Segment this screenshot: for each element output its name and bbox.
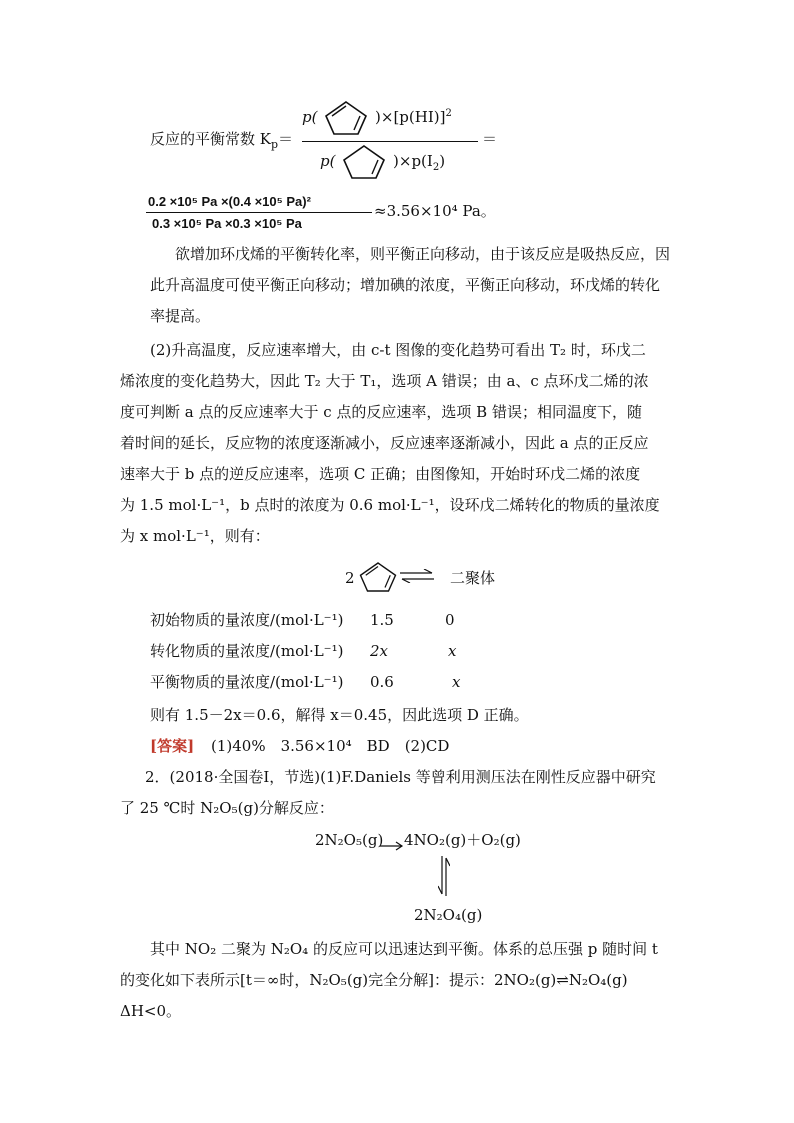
para3-line-1: 其中 NO₂ 二聚为 N₂O₄ 的反应可以迅速达到平衡。体系的总压强 p 随时间 t bbox=[150, 940, 658, 958]
para2-line-2: 烯浓度的变化趋势大，因此 T₂ 大于 T₁，选项 A 错误；由 a、c 点环戊二烯的浓 bbox=[120, 372, 649, 390]
kp-numerator: p( )$\times[p(HI)]^2$ bbox=[302, 100, 452, 136]
para2-line-5: 速率大于 b 点的逆反应速率，选项 C 正确；由图像知，开始时环戊二烯的浓度 bbox=[120, 465, 641, 483]
para3-line-2: 的变化如下表所示[t＝∞时，N₂O₅(g)完全分解]：提示：2NO₂(g)⇌N₂O₄(g) bbox=[120, 971, 628, 989]
para1-line-1: 欲增加环戊烯的平衡转化率，则平衡正向移动，由于该反应是吸热反应，因 bbox=[175, 245, 671, 263]
calc-result: ≈3.56×10⁴ Pa。 bbox=[374, 202, 496, 220]
answer-text: (1)40% 3.56×10⁴ BD (2)CD bbox=[210, 737, 450, 755]
para1-line-2: 此升高温度可使平衡正向移动；增加碘的浓度，平衡正向移动，环戊烯的转化 bbox=[150, 276, 661, 294]
kp-fraction-bar bbox=[302, 141, 478, 142]
table-cell: x bbox=[452, 673, 461, 691]
cyclopentene-icon bbox=[340, 144, 388, 180]
para2-line-4: 着时间的延长，反应物的浓度逐渐减小，反应速率逐渐减小，因此 a 点的正反应 bbox=[120, 434, 649, 452]
kp-tail: ＝ bbox=[482, 130, 498, 148]
answer-tag: [答案] bbox=[150, 737, 195, 755]
para3-line-3: ΔH<0。 bbox=[120, 1002, 182, 1020]
answer-line bbox=[150, 731, 449, 762]
table-row-label: 转化物质的量浓度/(mol·L⁻¹) bbox=[150, 642, 344, 660]
q2-line-1: 2．(2018·全国卷Ⅰ，节选)(1)F.Daniels 等曾利用测压法在刚性反应器中研究 bbox=[145, 768, 656, 786]
kp-denominator: p( )$\times p(I_2)$ bbox=[320, 144, 445, 180]
reaction-product: 二聚体 bbox=[450, 569, 496, 587]
calc-fraction-bar bbox=[146, 212, 372, 213]
table-cell: 2x bbox=[370, 642, 389, 660]
table-row-label: 初始物质的量浓度/(mol·L⁻¹) bbox=[150, 611, 344, 629]
eqn-bottom: 2N₂O₄(g) bbox=[414, 906, 483, 924]
para2-line-1: (2)升高温度，反应速率增大，由 c-t 图像的变化趋势可看出 T₂ 时，环戊二 bbox=[150, 341, 646, 359]
eqn-right: 4NO₂(g)＋O₂(g) bbox=[404, 831, 521, 849]
vertical-equilibrium-icon bbox=[438, 856, 450, 900]
table-cell: 1.5 bbox=[370, 611, 394, 629]
table-cell: 0 bbox=[445, 611, 455, 629]
kp-label: 反应的平衡常数 $K_p=$ bbox=[150, 130, 294, 151]
q2-line-2: 了 25 ℃时 N₂O₅(g)分解反应： bbox=[120, 799, 334, 817]
para2-line-6: 为 1.5 mol·L⁻¹，b 点时的浓度为 0.6 mol·L⁻¹，设环戊二烯转化的物质的量浓度 bbox=[120, 496, 660, 514]
calc-denominator: 0.3 ×10⁵ Pa ×0.3 ×10⁵ Pa bbox=[152, 216, 302, 231]
para2-line-7: 为 x mol·L⁻¹，则有： bbox=[120, 527, 270, 545]
reaction-coef: 2 bbox=[345, 569, 355, 587]
table-cell: x bbox=[448, 642, 457, 660]
conclusion: 则有 1.5－2x＝0.6，解得 x＝0.45，因此选项 D 正确。 bbox=[150, 706, 529, 724]
para1-line-3: 率提高。 bbox=[150, 307, 211, 325]
table-row-label: 平衡物质的量浓度/(mol·L⁻¹) bbox=[150, 673, 344, 691]
reaction-arrow-icon bbox=[380, 836, 404, 855]
cyclopentadiene-icon bbox=[322, 100, 370, 136]
cyclopentadiene-icon bbox=[357, 559, 399, 595]
equilibrium-arrow-icon bbox=[400, 568, 434, 587]
eqn-left: 2N₂O₅(g) bbox=[315, 831, 384, 849]
table-cell: 0.6 bbox=[370, 673, 394, 691]
calc-numerator: 0.2 ×10⁵ Pa ×(0.4 ×10⁵ Pa)² bbox=[148, 194, 311, 209]
para2-line-3: 度可判断 a 点的反应速率大于 c 点的反应速率，选项 B 错误；相同温度下，随 bbox=[120, 403, 642, 421]
